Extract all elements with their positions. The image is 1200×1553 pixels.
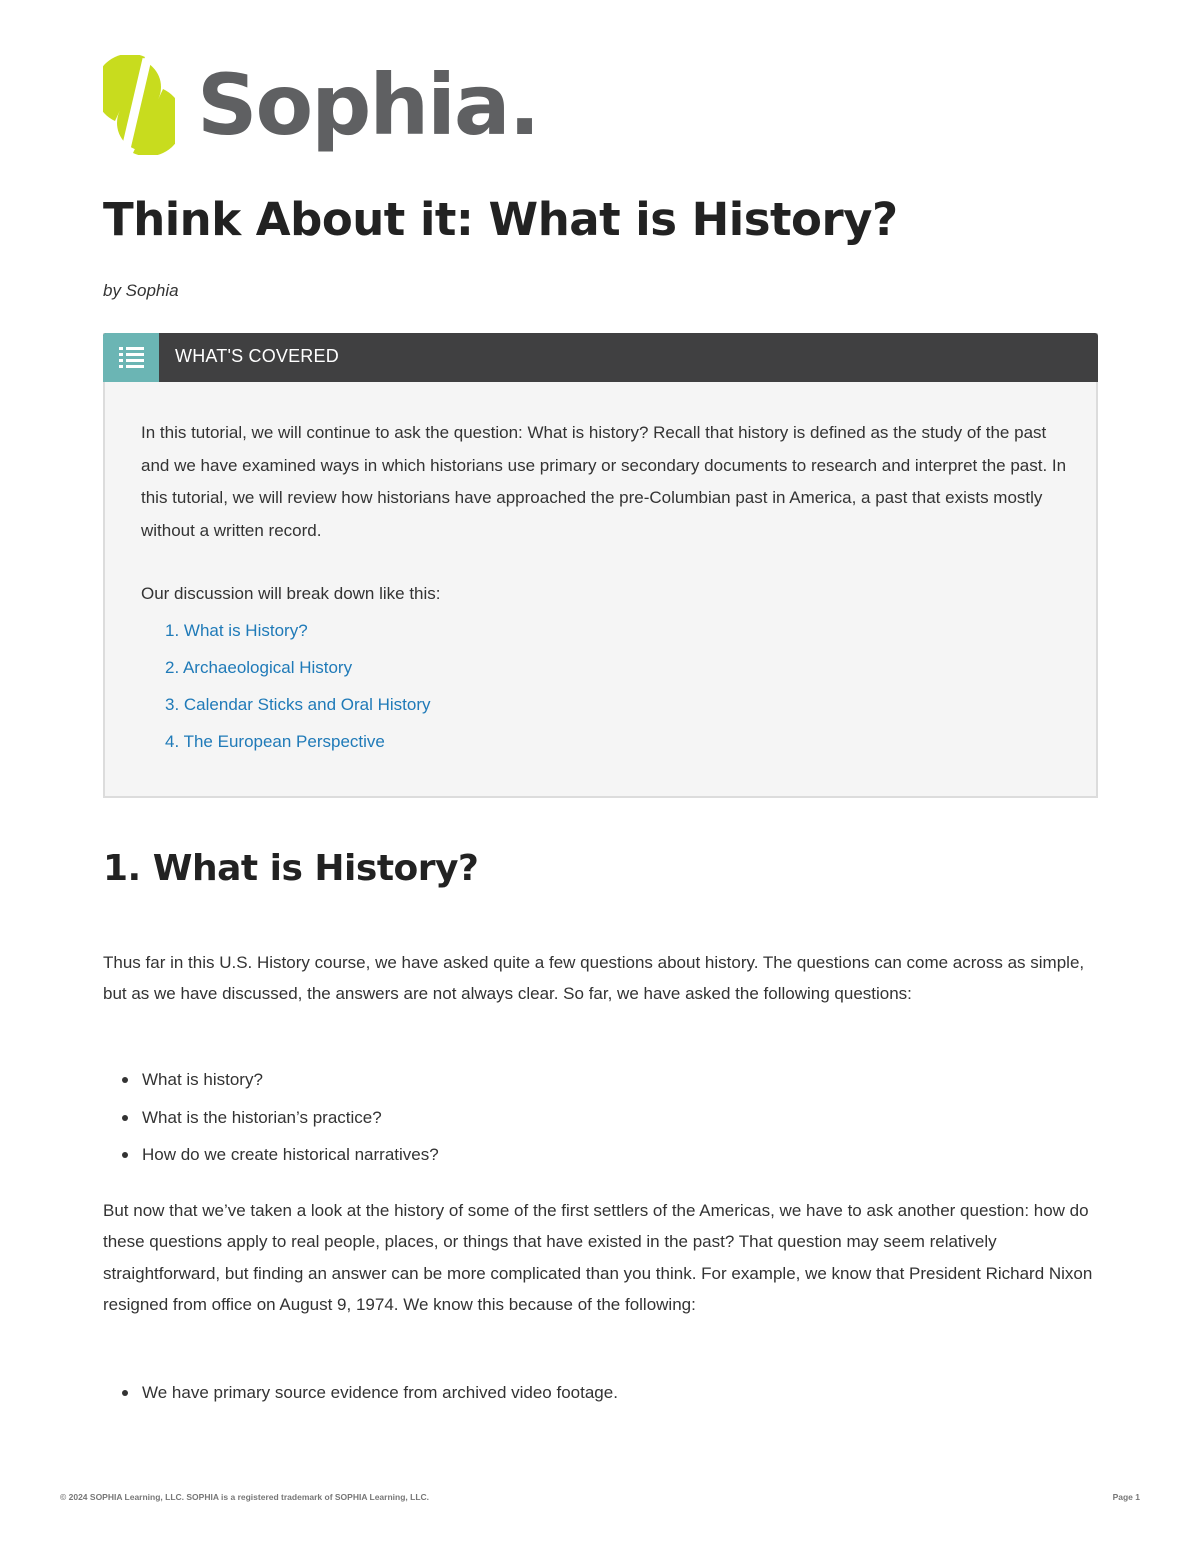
section-heading: 1. What is History? (103, 848, 479, 889)
list-item: What is history? (120, 1066, 439, 1104)
byline: by Sophia (103, 281, 179, 300)
list-item: How do we create historical narratives? (120, 1141, 439, 1179)
toc-link-calendar-sticks[interactable]: 3. Calendar Sticks and Oral History (165, 695, 431, 714)
list-item: What is the historian’s practice? (120, 1104, 439, 1142)
footer-page-number: Page 1 (1112, 1492, 1140, 1502)
toc-link-archaeological-history[interactable]: 2. Archaeological History (165, 658, 353, 677)
list-item: We have primary source evidence from archived video footage. (120, 1379, 618, 1417)
whats-covered-lead: Our discussion will break down like this: (141, 584, 441, 603)
table-of-contents (165, 617, 431, 765)
sophia-logo (103, 55, 539, 155)
sophia-logo-mark-icon (103, 55, 175, 155)
toc-link-what-is-history[interactable]: 1. What is History? (165, 621, 308, 640)
section-paragraph-2: But now that we’ve taken a look at the history of some of the first settlers of the Americas, we have to ask another question: how do these questions apply to real people, places, or things that have existed in the past? That question may seem relatively straightforward, but finding an answer can be more complicated than you think. For example, we know that President Richard Nixon resigned from office on August 9, 1974. We know this because of the following: (103, 1201, 1093, 1314)
page-title: Think About it: What is History? (103, 193, 898, 246)
evidence-list (120, 1379, 618, 1417)
bullet-icon (122, 1390, 128, 1396)
section-paragraph-1: Thus far in this U.S. History course, we have asked quite a few questions about history. The questions can come across as simple, but as we have discussed, the answers are not always clear. So far, we have asked the following questions: (103, 953, 1085, 1004)
footer-copyright: © 2024 SOPHIA Learning, LLC. SOPHIA is a registered trademark of SOPHIA Learning, LLC. (60, 1492, 430, 1502)
question-list (120, 1066, 439, 1179)
bullet-icon (122, 1152, 128, 1158)
list-icon (103, 333, 159, 382)
toc-link-european-perspective[interactable]: 4. The European Perspective (165, 732, 385, 751)
bullet-icon (122, 1077, 128, 1083)
sophia-wordmark: Sophia. (197, 56, 539, 154)
bullet-icon (122, 1115, 128, 1121)
whats-covered-intro: In this tutorial, we will continue to ask the question: What is history? Recall that history is defined as the study of the past and we have examined ways in which historians use primary or secondary documents to research and interpret the past. In this tutorial, we will review how historians have approached the pre-Columbian past in America, a past that exists mostly without a written record. (141, 423, 1067, 540)
whats-covered-title: WHAT'S COVERED (175, 346, 339, 366)
whats-covered-header (103, 333, 1098, 382)
